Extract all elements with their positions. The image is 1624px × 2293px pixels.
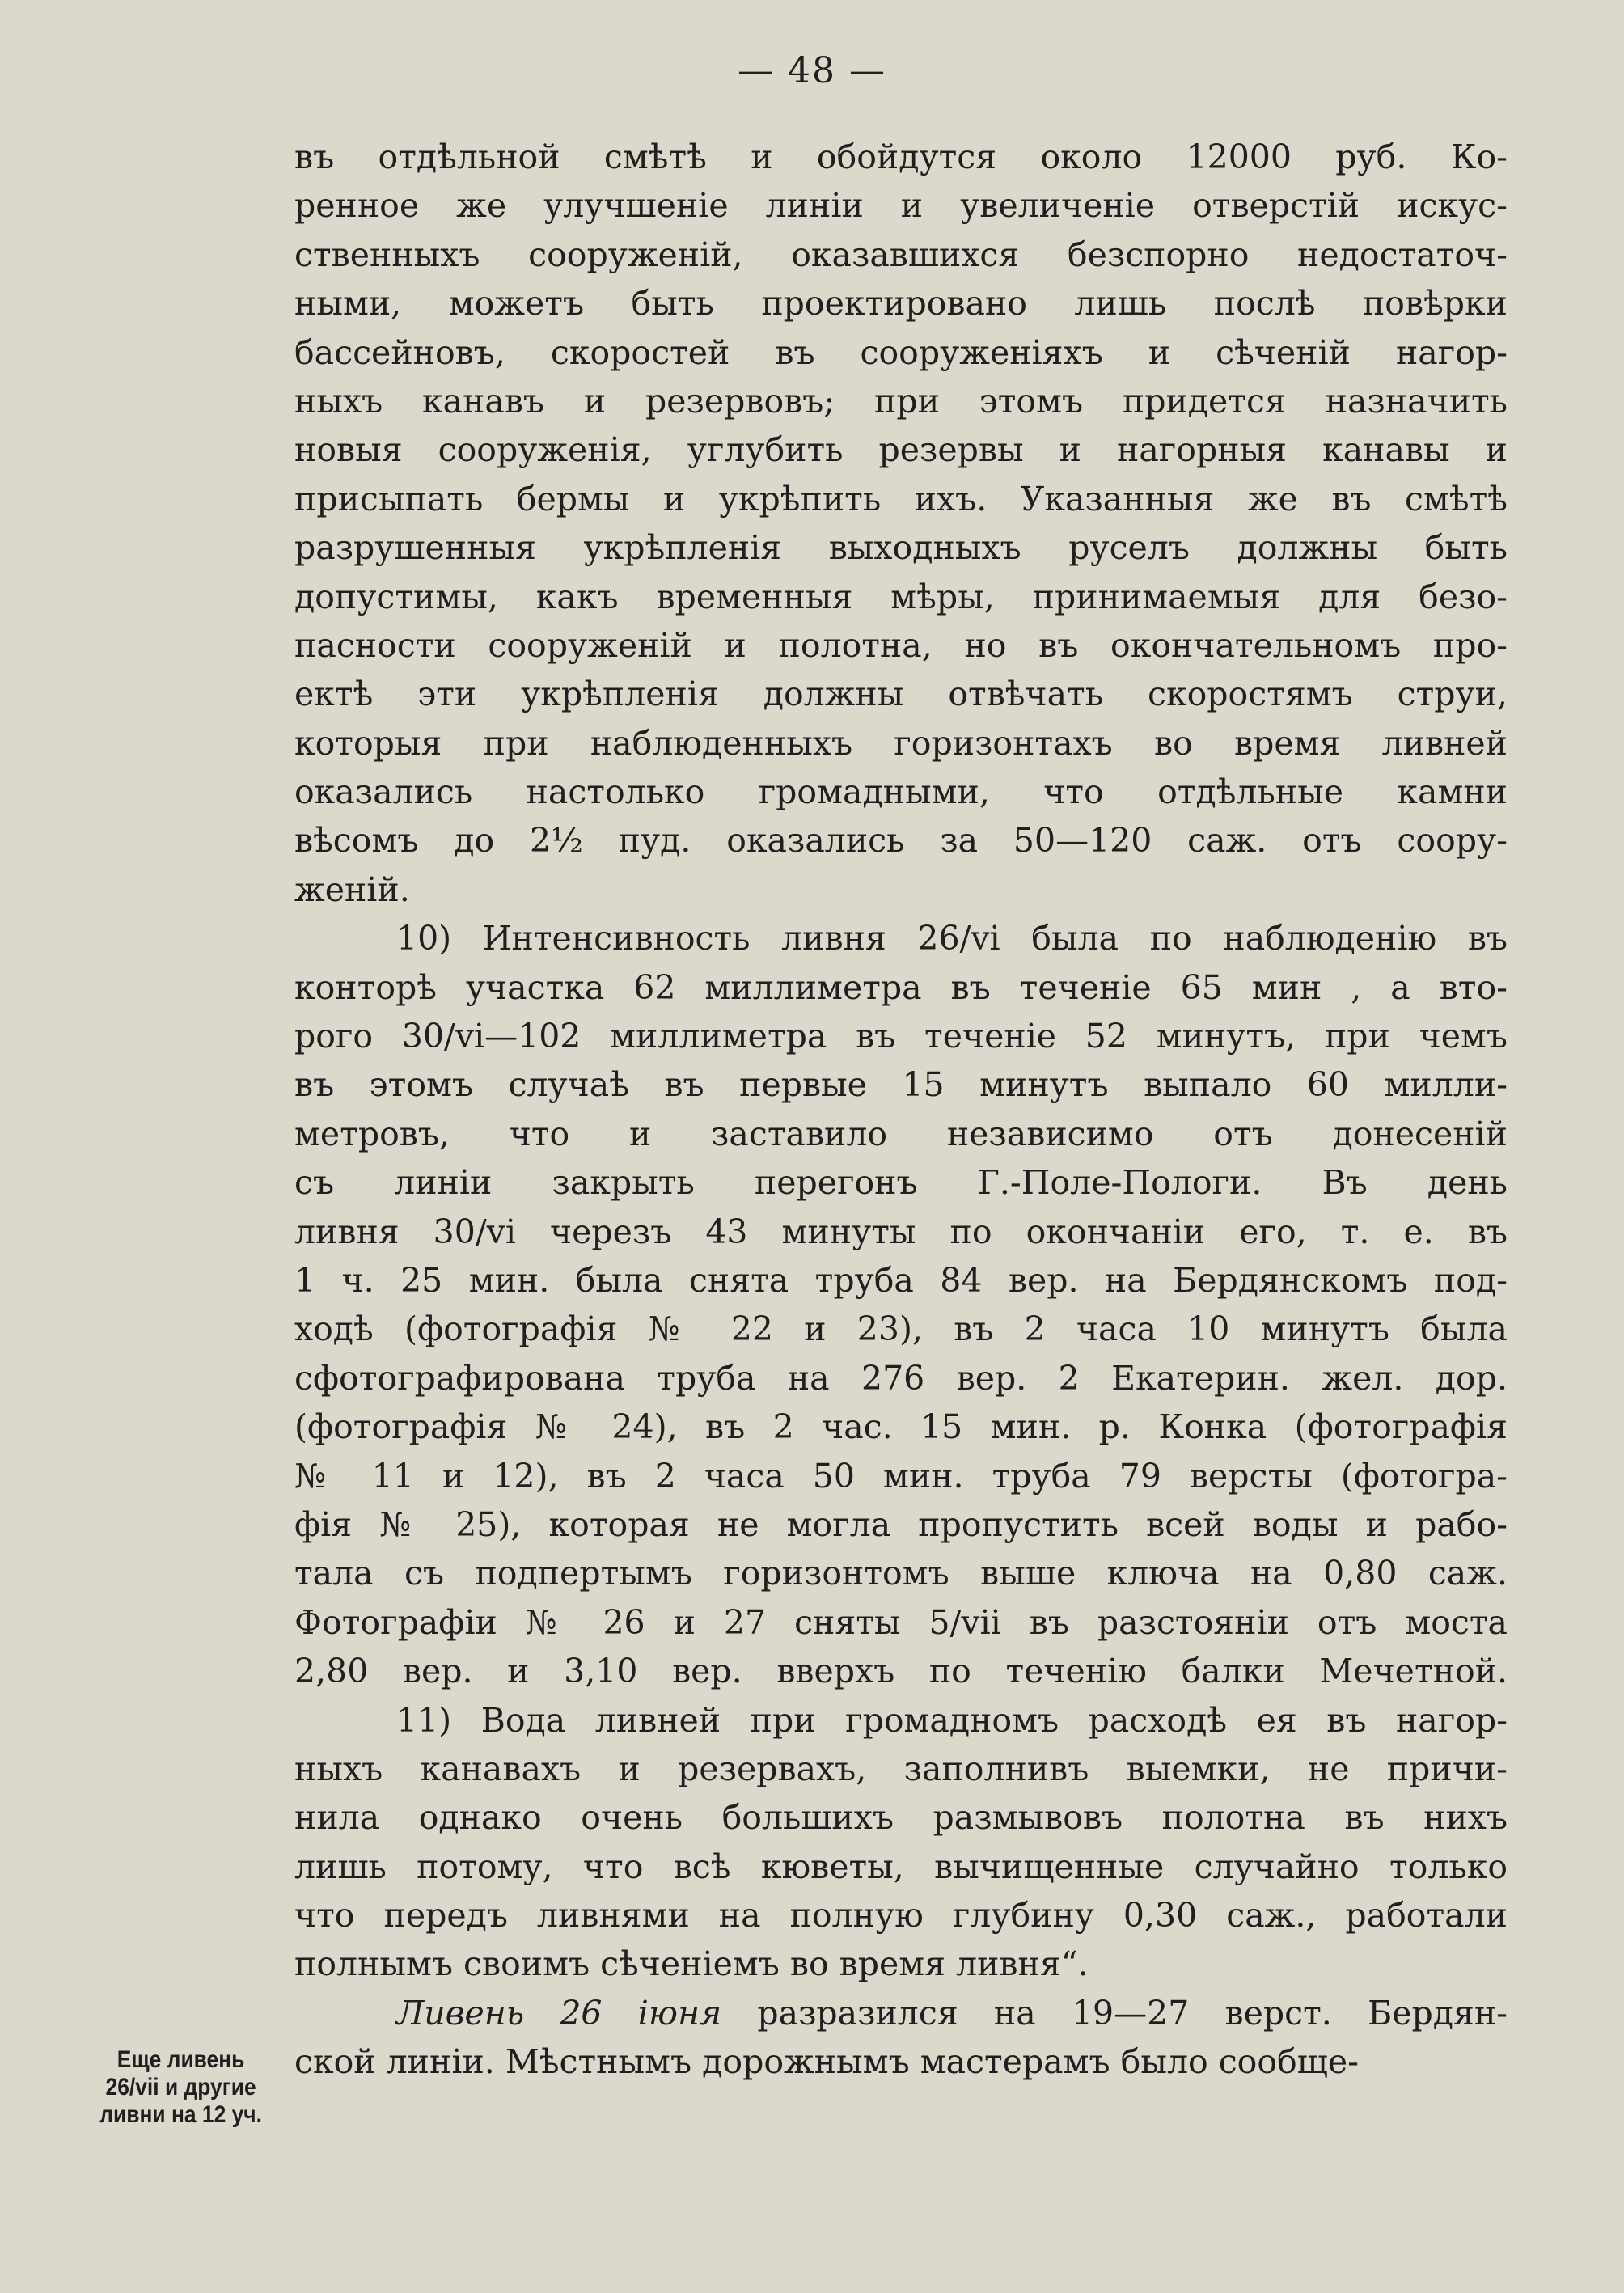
text-line-content: ской линіи. Мѣстнымъ дорожнымъ мастерамъ было сообще- [294, 2042, 1359, 2082]
text-line [294, 231, 1508, 279]
text-line-content: № 11 и 12), въ 2 часа 50 мин. труба 79 версты (фотогра- [294, 1456, 1508, 1496]
text-line [294, 279, 1508, 328]
text-line-content: 1 ч. 25 мин. была снята труба 84 вер. на Бердянскомъ под- [294, 1260, 1508, 1300]
text-line [294, 1842, 1508, 1891]
text-line-content: ектѣ эти укрѣпленія должны отвѣчать скоростямъ струи, [294, 675, 1508, 714]
text-line-content: 11) Вода ливней при громадномъ расходѣ ея въ нагор- [396, 1700, 1508, 1740]
text-line-content: 10) Интенсивность ливня 26/vi была по наблюденію въ [396, 919, 1508, 958]
text-line-content: (фотографія № 24), въ 2 час. 15 мин. р. Конка (фотографія [294, 1407, 1508, 1447]
text-line-content: нила однако очень большихъ размывовъ полотна въ нихъ [294, 1798, 1508, 1838]
text-line [294, 719, 1508, 768]
text-line [294, 1158, 1508, 1207]
text-line [294, 1354, 1508, 1402]
text-line [294, 865, 1508, 914]
text-line [294, 1891, 1508, 1940]
text-line-content: ливня 30/vi черезъ 43 минуты по окончаніи его, т. е. въ [294, 1212, 1508, 1251]
text-line [294, 1012, 1508, 1060]
text-line [294, 523, 1508, 572]
text-line-content: лишь потому, что всѣ кюветы, вычищенные случайно только [294, 1847, 1508, 1886]
text-line-content: конторѣ участка 62 миллиметра въ теченіе 65 мин , а вто- [294, 967, 1508, 1007]
text-line-content: разразился на 19—27 верст. Бердян- [721, 1993, 1508, 2033]
margin-note-line: Еще ливень [116, 2046, 245, 2073]
text-line [294, 1989, 1508, 2037]
text-line [294, 1793, 1508, 1842]
body-text [294, 133, 1508, 2087]
page-number: — 48 — [738, 50, 886, 91]
text-line-content: ныхъ канавахъ и резервахъ, заполнивъ выемки, не причи- [294, 1749, 1508, 1788]
text-line [294, 1549, 1508, 1597]
text-line-content: ходѣ (фотографія № 22 и 23), въ 2 часа 10 минутъ была [294, 1309, 1508, 1349]
text-line [294, 1647, 1508, 1695]
text-line [294, 768, 1508, 816]
text-line [294, 816, 1508, 865]
text-line [294, 181, 1508, 230]
text-line-content: оказались настолько громадными, что отдѣльные камни [294, 772, 1508, 812]
text-line [294, 425, 1508, 474]
text-line [294, 1256, 1508, 1305]
text-line-content: допустимы, какъ временныя мѣры, принимаемыя для безо- [294, 577, 1508, 616]
text-line [294, 1940, 1508, 1988]
margin-note-line: ливни на 12 уч. [99, 2101, 262, 2128]
text-line-content: въ этомъ случаѣ въ первые 15 минутъ выпало 60 милли- [294, 1065, 1508, 1105]
text-line [294, 1696, 1508, 1745]
text-line [294, 377, 1508, 425]
margin-note [95, 2046, 266, 2129]
text-line [294, 963, 1508, 1012]
text-line-content: тала съ подпертымъ горизонтомъ выше ключа на 0,80 саж. [294, 1554, 1508, 1593]
text-line-content: рого 30/vi—102 миллиметра въ теченіе 52 минутъ, при чемъ [294, 1017, 1508, 1056]
text-line-content: ныхъ канавъ и резервовъ; при этомъ придется назначить [294, 381, 1508, 421]
text-line [294, 1402, 1508, 1451]
text-line-content: что передъ ливнями на полную глубину 0,30 саж., работали [294, 1896, 1508, 1936]
text-line-content: фія № 25), которая не могла пропустить всей воды и рабо- [294, 1504, 1508, 1544]
text-line-content: метровъ, что и заставило независимо отъ донесеній [294, 1114, 1508, 1153]
text-line [294, 1452, 1508, 1500]
text-line [294, 670, 1508, 718]
text-line-content: 2,80 вер. и 3,10 вер. вверхъ по теченію балки Мечетной. [294, 1652, 1508, 1691]
text-line [294, 1745, 1508, 1793]
text-line [294, 133, 1508, 181]
text-line [294, 2037, 1508, 2086]
text-line [294, 328, 1508, 377]
text-line [294, 1500, 1508, 1549]
text-line-content: Фотографіи № 26 и 27 сняты 5/vii въ разстояніи отъ моста [294, 1602, 1508, 1642]
text-line-content: разрушенныя укрѣпленія выходныхъ руселъ должны быть [294, 528, 1508, 568]
text-line-content: пасности сооруженій и полотна, но въ окончательномъ про- [294, 625, 1508, 665]
text-line [294, 914, 1508, 962]
text-line [294, 1110, 1508, 1158]
text-line [294, 1208, 1508, 1256]
text-line [294, 1060, 1508, 1109]
text-line [294, 1305, 1508, 1353]
text-line-content: сфотографирована труба на 276 вер. 2 Екатерин. жел. дор. [294, 1358, 1508, 1398]
text-line [294, 621, 1508, 670]
text-line-content: присыпать бермы и укрѣпить ихъ. Указанныя же въ смѣтѣ [294, 479, 1508, 518]
text-line-content: женій. [294, 869, 410, 909]
text-line [294, 475, 1508, 523]
text-line-content: бассейновъ, скоростей въ сооруженіяхъ и сѣченій нагор- [294, 332, 1508, 372]
text-line-content: которыя при наблюденныхъ горизонтахъ во время ливней [294, 723, 1508, 763]
text-line-content: новыя сооруженія, углубить резервы и нагорныя канавы и [294, 430, 1508, 470]
text-line-content: съ линіи закрыть перегонъ Г.-Поле-Пологи. Въ день [294, 1163, 1508, 1203]
text-line-content: полнымъ своимъ сѣченіемъ во время ливня“. [294, 1944, 1089, 1984]
text-line-content: вѣсомъ до 2½ пуд. оказались за 50—120 саж. отъ соору- [294, 821, 1508, 861]
text-line-content: ственныхъ сооруженій, оказавшихся безспорно недостаточ- [294, 235, 1508, 274]
italic-lead: Ливень 26 іюня [396, 1993, 722, 2033]
margin-note-line: 26/vii и другие [105, 2074, 256, 2101]
text-line [294, 573, 1508, 621]
text-line [294, 1598, 1508, 1647]
text-line-content: ными, можетъ быть проектировано лишь послѣ повѣрки [294, 284, 1508, 324]
text-line-content: ренное же улучшеніе линіи и увеличеніе отверстій искус- [294, 186, 1508, 226]
text-line-content: въ отдѣльной смѣтѣ и обойдутся около 12000 руб. Ко- [294, 137, 1508, 176]
